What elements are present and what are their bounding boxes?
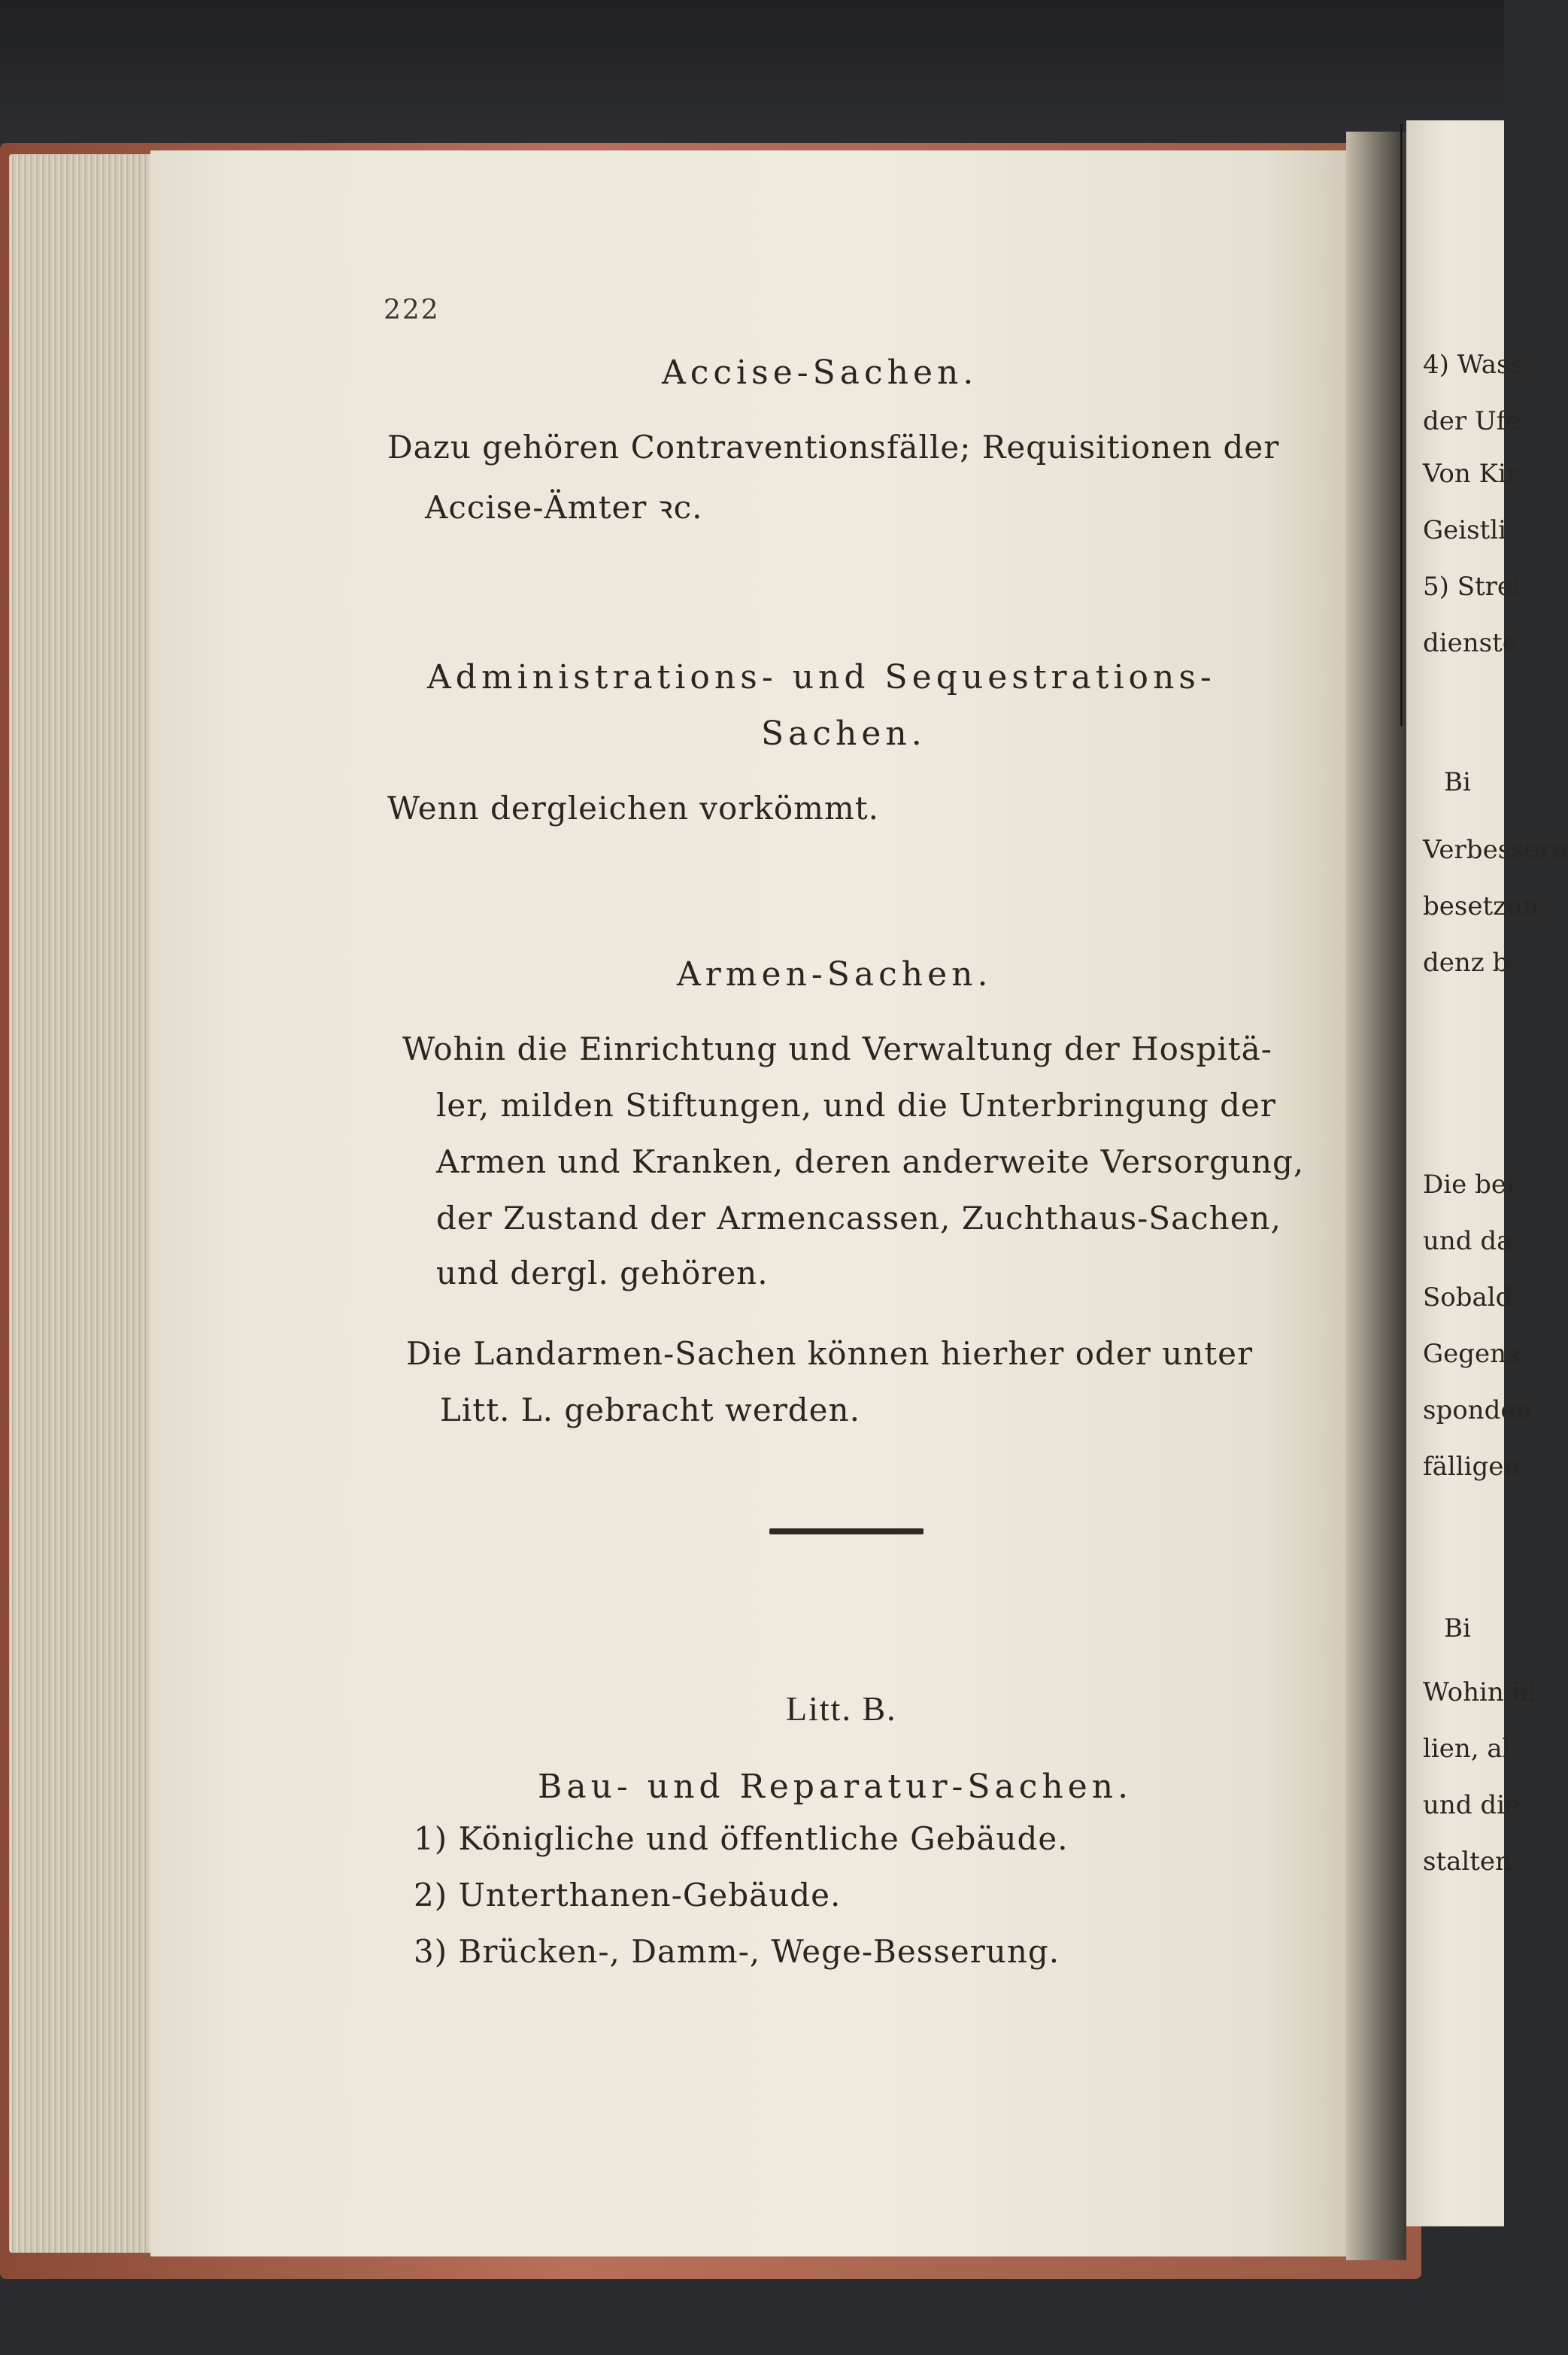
section-heading-armen: Armen-Sachen. (677, 955, 993, 994)
facing-page-spine (1400, 124, 1403, 726)
facing-page-fragment: sponden (1423, 1395, 1533, 1425)
section-heading-bau: Bau- und Reparatur-Sachen. (538, 1768, 1133, 1806)
list-item: 3) Brücken-, Damm-, Wege-Besserung. (414, 1933, 1060, 1970)
section-heading-accise: Accise-Sachen. (662, 354, 978, 392)
text-line: und dergl. gehören. (436, 1255, 769, 1291)
facing-page-fragment: denz b (1423, 948, 1509, 978)
text-line: Wenn dergleichen vorkömmt. (387, 790, 880, 827)
facing-page-fragment: fälligen (1423, 1452, 1521, 1482)
facing-page-fragment: Von Kir (1423, 459, 1519, 489)
section-divider (769, 1528, 924, 1534)
text-line: Dazu gehören Contraventionsfälle; Requisitionen der (387, 429, 1280, 466)
facing-page-fragment: dienste (1423, 628, 1518, 658)
text-line: ler, milden Stiftungen, und die Unterbringung der (436, 1087, 1276, 1124)
text-line: der Zustand der Armencassen, Zuchthaus-Sachen, (436, 1200, 1281, 1237)
facing-page-fragment: Geistli (1423, 515, 1507, 545)
facing-page-fragment: 4) Wass (1423, 350, 1523, 380)
facing-page (1406, 120, 1568, 2226)
page-edges (9, 154, 159, 2253)
text-line: Wohin die Einrichtung und Verwaltung der Hospitä- (402, 1030, 1272, 1067)
facing-page-fragment: 5) Strei (1423, 572, 1521, 602)
facing-page-fragment: lien, al (1423, 1734, 1511, 1764)
section-heading-administration-cont: Sachen. (761, 715, 927, 753)
facing-page-fragment: besetzun (1423, 891, 1539, 921)
facing-page-fragment: Wohin ül (1423, 1677, 1537, 1707)
facing-page-fragment: Bi (1444, 767, 1471, 797)
facing-page-fragment: und die (1423, 1790, 1521, 1820)
section-heading-administration: Administrations- und Sequestrations- (427, 658, 1216, 696)
facing-page-fragment: der Ufe (1423, 406, 1521, 436)
list-item: 1) Königliche und öffentliche Gebäude. (414, 1820, 1069, 1857)
book-gutter (1346, 132, 1406, 2260)
list-item: 2) Unterthanen-Gebäude. (414, 1877, 842, 1913)
text-line: Armen und Kranken, deren anderweite Versorgung, (436, 1143, 1305, 1180)
litt-title: Litt. B. (786, 1689, 897, 1728)
facing-page-fragment: Bi (1444, 1613, 1471, 1643)
facing-page-fragment: Verbesseru (1423, 835, 1568, 865)
facing-page-fragment: und da (1423, 1226, 1512, 1256)
backdrop (0, 0, 1504, 150)
page-number: 222 (384, 295, 440, 326)
text-line: Accise-Ämter ꝛc. (425, 489, 703, 526)
facing-page-fragment: Gegens (1423, 1339, 1520, 1369)
facing-page-fragment: stalten (1423, 1847, 1512, 1877)
facing-page-fragment: Die bei (1423, 1170, 1515, 1200)
facing-page-fragment: Sobald (1423, 1282, 1512, 1313)
text-line: Die Landarmen-Sachen können hierher oder unter (406, 1335, 1254, 1372)
text-line: Litt. L. gebracht werden. (440, 1391, 860, 1428)
